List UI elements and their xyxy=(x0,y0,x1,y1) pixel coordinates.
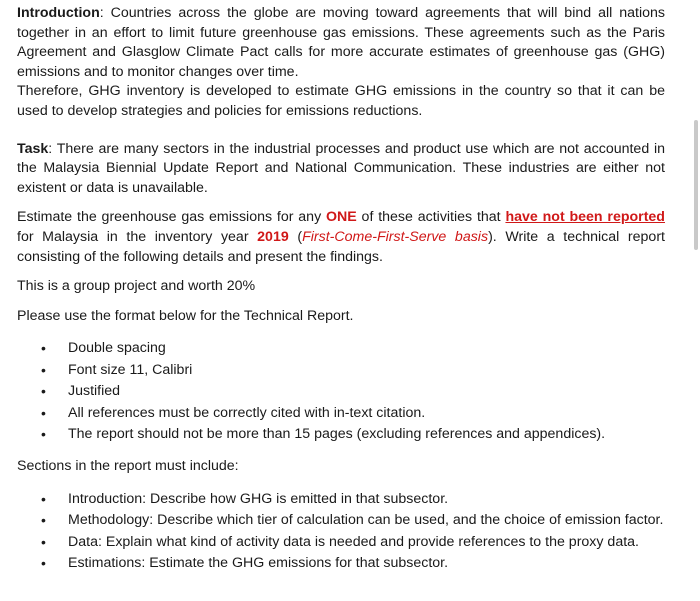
year-highlight: 2019 xyxy=(257,228,289,245)
sections-intro: Sections in the report must include: xyxy=(17,458,239,475)
list-item-text: Font size 11, Calibri xyxy=(68,361,193,378)
bullet-icon: • xyxy=(41,340,46,357)
estimate-text-2: of these activities that xyxy=(356,209,506,226)
not-reported-highlight: have not been reported xyxy=(505,209,665,226)
introduction-label: Introduction xyxy=(17,5,100,21)
bullet-icon: • xyxy=(41,555,46,572)
list-item xyxy=(17,489,665,510)
bullet-icon: • xyxy=(41,533,46,550)
group-project-note: This is a group project and worth 20% xyxy=(17,278,256,295)
bullet-icon: • xyxy=(41,361,46,378)
list-item-text: Data: Explain what kind of activity data is needed and provide references to the proxy data. xyxy=(68,533,639,550)
list-item xyxy=(17,424,665,445)
scrollbar[interactable] xyxy=(694,120,698,250)
list-item xyxy=(17,403,665,424)
bullet-icon: • xyxy=(41,404,46,421)
bullet-icon: • xyxy=(41,512,46,529)
format-list xyxy=(17,338,665,445)
task-paragraph xyxy=(17,140,665,199)
introduction-text: : Countries across the globe are moving toward agreements that will bind all nations together in an effort to limit future greenhouse gas emissions. These agreements such as the Paris Agreement and Glasglow Climate Pact calls for more accurate estimates of greenhouse gas (GHG) emissions and to monitor changes over time. xyxy=(17,5,665,80)
list-item-text: Double spacing xyxy=(68,340,166,357)
list-item xyxy=(17,381,665,402)
estimate-text-5: ). Write a technical report consisting of the following details and present the findings. xyxy=(17,228,665,265)
format-intro: Please use the format below for the Technical Report. xyxy=(17,307,354,324)
sections-list xyxy=(17,489,665,575)
list-item-text: Estimations: Estimate the GHG emissions for that subsector. xyxy=(68,555,449,572)
fcfs-highlight: First-Come-First-Serve basis xyxy=(302,228,489,245)
bullet-icon: • xyxy=(41,425,46,442)
bullet-icon: • xyxy=(41,383,46,400)
bullet-icon: • xyxy=(41,490,46,507)
one-highlight: ONE xyxy=(325,209,357,226)
list-item-text: Justified xyxy=(68,383,121,400)
estimate-paragraph xyxy=(17,208,665,267)
list-item xyxy=(17,360,665,381)
list-item xyxy=(17,338,665,359)
estimate-text-3: for Malaysia in the inventory year xyxy=(17,228,258,245)
list-item xyxy=(17,553,665,574)
list-item xyxy=(17,532,665,553)
list-item xyxy=(17,510,665,531)
list-item-text: Methodology: Describe which tier of calculation can be used, and the choice of emission factor. xyxy=(68,512,664,529)
document-page xyxy=(17,4,665,575)
task-text: : There are many sectors in the industrial processes and product use which are not accounted in the Malaysia Biennial Update Report and National Communication. These industries are either not existent or data is unavailable. xyxy=(17,140,665,196)
list-item-text: The report should not be more than 15 pages (excluding references and appendices). xyxy=(68,425,606,442)
list-item-text: All references must be correctly cited with in-text citation. xyxy=(68,404,426,421)
estimate-text-4: ( xyxy=(288,228,303,245)
therefore-paragraph: Therefore, GHG inventory is developed to estimate GHG emissions in the country so that it can be used to develop strategies and policies for emissions reductions. xyxy=(17,83,665,119)
task-label: Task xyxy=(17,140,49,157)
introduction-paragraph xyxy=(17,4,665,82)
estimate-text-1: Estimate the greenhouse gas emissions for any xyxy=(17,209,326,226)
list-item-text: Introduction: Describe how GHG is emitted in that subsector. xyxy=(68,490,449,507)
